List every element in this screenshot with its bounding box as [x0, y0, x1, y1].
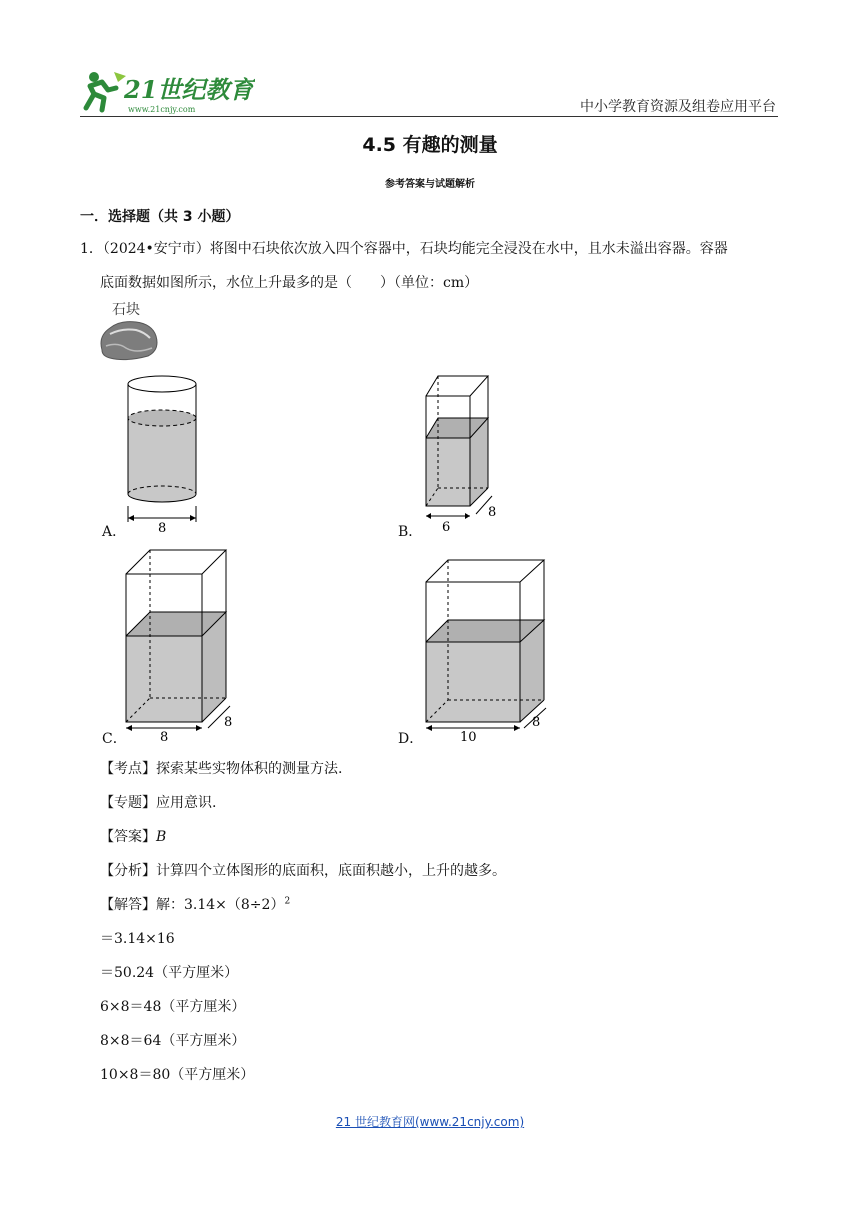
- stone-label: 石块: [112, 302, 140, 318]
- logo-url: www.21cnjy.com: [128, 105, 196, 114]
- option-d-label: D．: [398, 731, 424, 747]
- jieda-line: [100, 894, 290, 914]
- jieda: 【解答】解：3.14×（8÷2）: [100, 897, 285, 913]
- dim-b-width: 6: [442, 520, 451, 535]
- step-2: ＝50.24（平方厘米）: [100, 965, 239, 981]
- page-title: 4.5 有趣的测量: [362, 134, 498, 156]
- step-4: 8×8＝64（平方厘米）: [100, 1033, 246, 1049]
- option-a-label: A．: [102, 524, 127, 540]
- figure-option-c: [118, 542, 244, 746]
- header-divider: [80, 116, 778, 117]
- footer-link[interactable]: 21 世纪教育网(www.21cnjy.com): [335, 1115, 525, 1129]
- zhuanti: 【专题】应用意识.: [100, 795, 217, 811]
- step-3: 6×8＝48（平方厘米）: [100, 999, 246, 1015]
- answer-line: [100, 826, 166, 846]
- kaodian: 【考点】探索某些实物体积的测量方法.: [100, 761, 343, 777]
- page-subtitle: 参考答案与试题解析: [385, 179, 475, 190]
- step-5: 10×8＝80（平方厘米）: [100, 1067, 255, 1083]
- dim-a-width: 8: [158, 521, 167, 536]
- step-1: ＝3.14×16: [100, 931, 175, 947]
- question-line-1: 1．（2024•安宁市）将图中石块依次放入四个容器中，石块均能完全浸没在水中，且水未溢出容器。容器: [80, 241, 728, 257]
- figure-option-d: [420, 552, 560, 746]
- section-heading: 一．选择题（共 3 小题）: [80, 209, 240, 225]
- figure-option-b: [420, 372, 510, 542]
- jieda-sup: 2: [284, 896, 291, 907]
- dim-c-width: 8: [160, 730, 169, 742]
- option-c-label: C．: [102, 731, 127, 747]
- answer-prefix: 【答案】: [100, 829, 156, 845]
- dim-d-depth: 8: [532, 715, 541, 730]
- logo-text: 21世纪教育: [124, 75, 254, 104]
- runner-logo-icon: [86, 72, 126, 110]
- answer-value: B: [156, 829, 167, 845]
- dim-c-depth: 8: [224, 715, 233, 730]
- platform-name: 中小学教育资源及组卷应用平台: [580, 99, 776, 115]
- stone-icon: [101, 322, 157, 360]
- fenxi: 【分析】计算四个立体图形的底面积，底面积越小，上升的越多。: [100, 863, 506, 879]
- dim-d-width: 10: [460, 730, 477, 742]
- option-b-label: B．: [398, 524, 423, 540]
- figure-option-a: [118, 370, 208, 542]
- logo: [80, 68, 255, 116]
- question-line-2: 底面数据如图所示，水位上升最多的是（ ）（单位：cm）: [100, 275, 479, 291]
- stone-figure: [96, 298, 164, 368]
- dim-b-depth: 8: [488, 505, 497, 520]
